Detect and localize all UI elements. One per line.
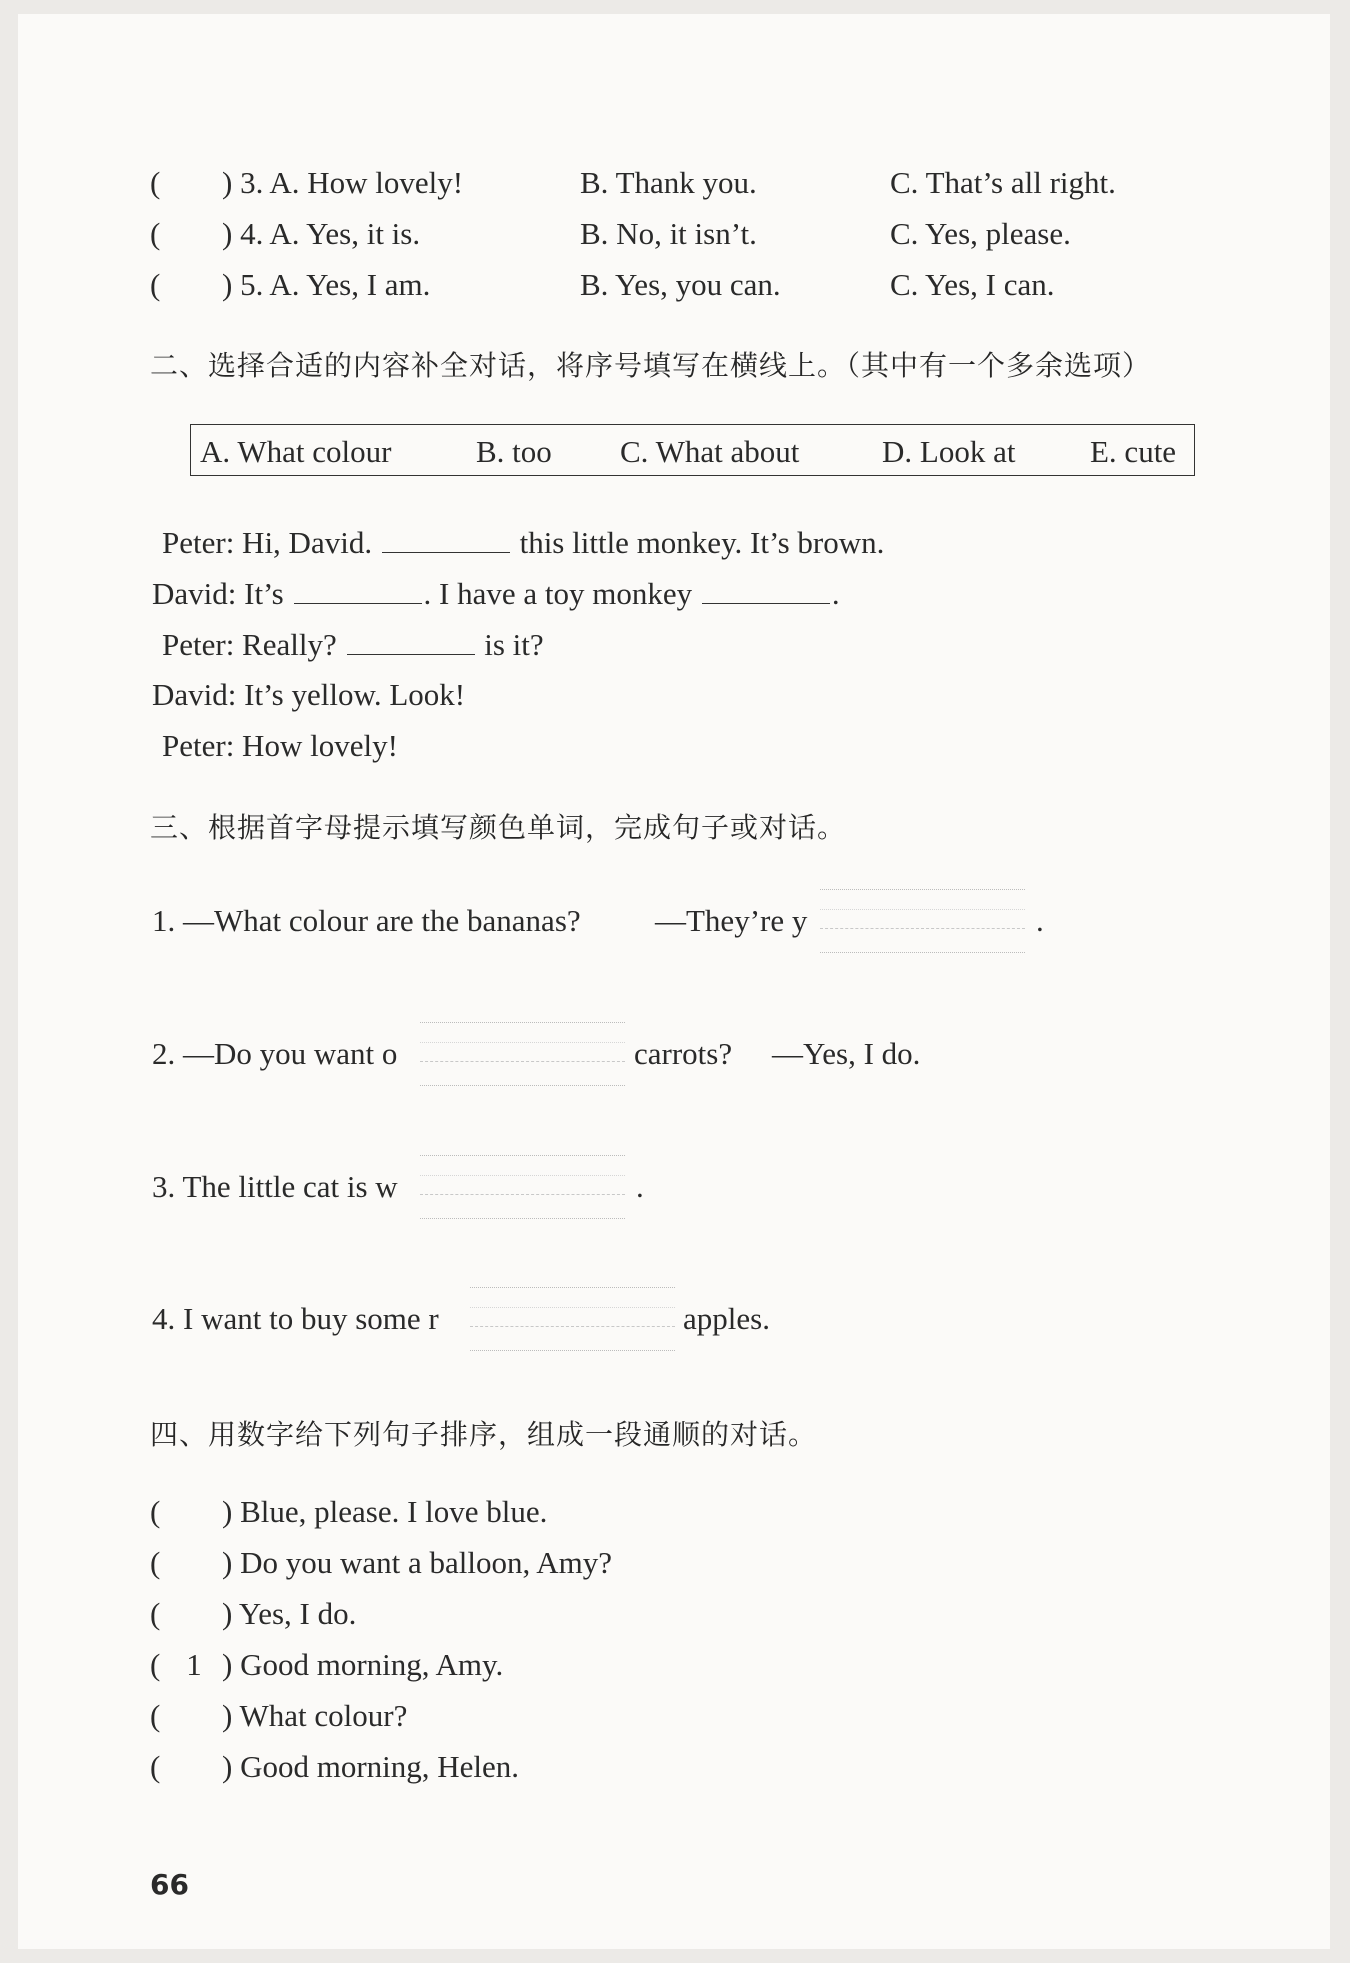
write-box-3[interactable] bbox=[420, 1155, 625, 1219]
dialogue-line-3 bbox=[162, 624, 544, 665]
paren-open: ( bbox=[150, 1494, 161, 1529]
ordering-item: ) Good morning, Helen. bbox=[222, 1749, 520, 1784]
section3-heading: 三、根据首字母提示填写颜色单词，完成句子或对话。 bbox=[150, 811, 847, 844]
section3-q3-period: . bbox=[636, 1169, 644, 1204]
option-d: D. Look at bbox=[882, 434, 1016, 469]
dialogue-line-1 bbox=[162, 522, 884, 563]
write-box-1[interactable] bbox=[820, 889, 1025, 953]
question-4-option-c: C. Yes, please. bbox=[890, 216, 1071, 251]
section3-q4-sentence: 4. I want to buy some r bbox=[152, 1301, 439, 1336]
dialogue-line-2-start: David: It’s bbox=[152, 576, 284, 611]
dialogue-line-2-end: . bbox=[831, 576, 840, 611]
ordering-item: ) Blue, please. I love blue. bbox=[222, 1494, 548, 1529]
dialogue-line-5: Peter: How lovely! bbox=[162, 728, 398, 763]
write-box-4[interactable] bbox=[470, 1287, 675, 1351]
dialogue-line-3-start: Peter: Really? bbox=[162, 627, 337, 662]
section3-q3-sentence: 3. The little cat is w bbox=[152, 1169, 398, 1204]
answer-blank-2[interactable] bbox=[294, 573, 422, 604]
paren-open: ( bbox=[150, 1545, 161, 1580]
section3-q2-question: 2. —Do you want o bbox=[152, 1036, 398, 1071]
answer-blank-1[interactable] bbox=[382, 522, 510, 553]
dialogue-line-2 bbox=[152, 573, 840, 614]
ordering-item: ) Do you want a balloon, Amy? bbox=[222, 1545, 613, 1580]
dialogue-line-4: David: It’s yellow. Look! bbox=[152, 677, 466, 712]
section3-q2-answer: —Yes, I do. bbox=[772, 1036, 921, 1071]
paren-open: ( bbox=[150, 267, 161, 302]
answer-blank-3[interactable] bbox=[702, 573, 830, 604]
ordering-item: ) Good morning, Amy. bbox=[222, 1647, 504, 1682]
question-5-option-a: ) 5. A. Yes, I am. bbox=[222, 267, 431, 302]
dialogue-line-1-end: this little monkey. It’s brown. bbox=[519, 525, 885, 560]
paren-open: ( bbox=[150, 216, 161, 251]
section3-q2-carrots: carrots? bbox=[634, 1036, 733, 1071]
section3-q4-apples: apples. bbox=[683, 1301, 770, 1336]
write-box-2[interactable] bbox=[420, 1022, 625, 1086]
dialogue-line-1-start: Peter: Hi, David. bbox=[162, 525, 373, 560]
question-4-option-a: ) 4. A. Yes, it is. bbox=[222, 216, 421, 251]
section2-heading: 二、选择合适的内容补全对话，将序号填写在横线上。（其中有一个多余选项） bbox=[150, 349, 1152, 382]
ordering-item: ) What colour? bbox=[222, 1698, 408, 1733]
question-5-option-c: C. Yes, I can. bbox=[890, 267, 1055, 302]
option-b: B. too bbox=[476, 434, 552, 469]
paren-open: ( bbox=[150, 1647, 161, 1682]
section3-q1-question: 1. —What colour are the bananas? bbox=[152, 903, 581, 938]
ordering-item: ) Yes, I do. bbox=[222, 1596, 357, 1631]
section3-q1-answer: —They’re y bbox=[655, 903, 808, 938]
paren-open: ( bbox=[150, 1749, 161, 1784]
paren-open: ( bbox=[150, 1596, 161, 1631]
question-3-option-c: C. That’s all right. bbox=[890, 165, 1116, 200]
order-number-input[interactable]: 1 bbox=[186, 1647, 202, 1682]
question-3-option-b: B. Thank you. bbox=[580, 165, 757, 200]
dialogue-line-2-mid: . I have a toy monkey bbox=[423, 576, 693, 611]
section3-q1-period: . bbox=[1036, 903, 1044, 938]
section4-heading: 四、用数字给下列句子排序，组成一段通顺的对话。 bbox=[150, 1418, 818, 1451]
option-a: A. What colour bbox=[200, 434, 392, 469]
dialogue-line-3-end: is it? bbox=[484, 627, 544, 662]
answer-blank-4[interactable] bbox=[347, 624, 475, 655]
question-5-option-b: B. Yes, you can. bbox=[580, 267, 781, 302]
question-4-option-b: B. No, it isn’t. bbox=[580, 216, 757, 251]
question-3-option-a: ) 3. A. How lovely! bbox=[222, 165, 464, 200]
page-number: 66 bbox=[150, 1868, 189, 1901]
paren-open: ( bbox=[150, 1698, 161, 1733]
option-e: E. cute bbox=[1090, 434, 1177, 469]
paren-open: ( bbox=[150, 165, 161, 200]
option-c: C. What about bbox=[620, 434, 800, 469]
